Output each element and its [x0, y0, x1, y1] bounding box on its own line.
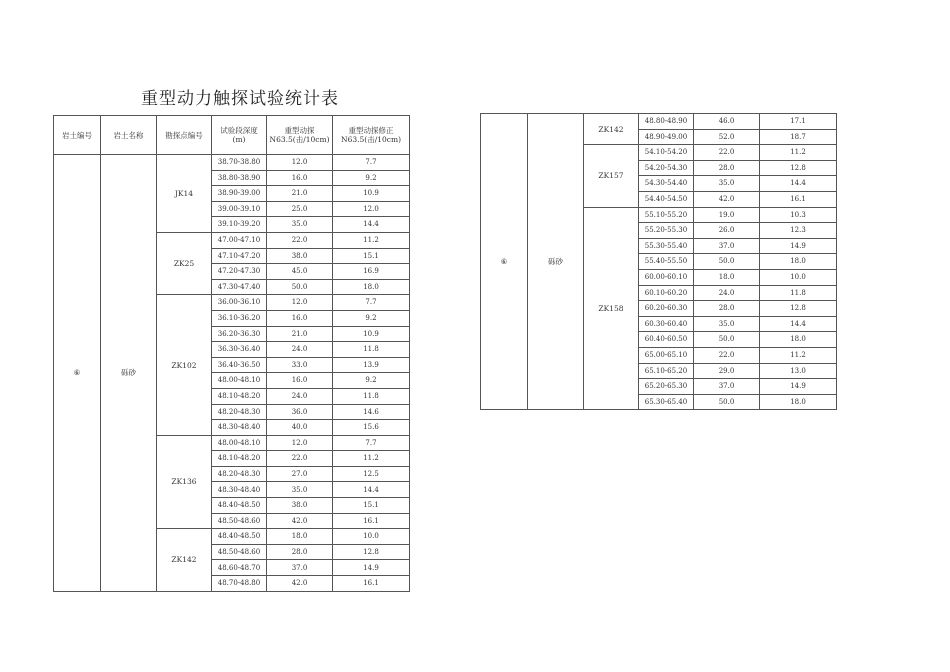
- borehole-id-cell: ZK142: [584, 114, 639, 145]
- depth-cell: 47.00-47.10: [212, 232, 267, 248]
- depth-cell: 36.40-36.50: [212, 357, 267, 373]
- blow-count-cell: 24.0: [267, 342, 333, 358]
- depth-cell: 60.10-60.20: [639, 285, 694, 301]
- corrected-count-cell: 18.0: [333, 279, 410, 295]
- header-depth: [212, 116, 267, 155]
- corrected-count-cell: 9.2: [333, 310, 410, 326]
- depth-cell: 48.00-48.10: [212, 373, 267, 389]
- blow-count-cell: 37.0: [267, 560, 333, 576]
- header-code: 岩土编号: [54, 116, 101, 155]
- borehole-id-cell: ZK25: [157, 232, 212, 294]
- depth-cell: 54.10-54.20: [639, 145, 694, 161]
- depth-cell: 47.20-47.30: [212, 264, 267, 280]
- depth-cell: 65.10-65.20: [639, 363, 694, 379]
- blow-count-cell: 42.0: [267, 576, 333, 592]
- rock-name-cell: 砾砂: [528, 114, 584, 410]
- corrected-count-cell: 14.6: [333, 404, 410, 420]
- blow-count-cell: 36.0: [267, 404, 333, 420]
- corrected-count-cell: 11.8: [760, 285, 837, 301]
- rock-code-cell: ⑥: [481, 114, 528, 410]
- table-row: [481, 114, 837, 130]
- borehole-id-cell: ZK136: [157, 435, 212, 529]
- depth-cell: 48.20-48.30: [212, 404, 267, 420]
- blow-count-cell: 50.0: [694, 394, 760, 410]
- blow-count-cell: 16.0: [267, 373, 333, 389]
- depth-cell: 60.00-60.10: [639, 269, 694, 285]
- corrected-count-cell: 14.4: [333, 217, 410, 233]
- corrected-count-cell: 18.7: [760, 129, 837, 145]
- depth-cell: 38.70-38.80: [212, 155, 267, 171]
- header-depth-line1: 试验段深度: [220, 126, 258, 135]
- blow-count-cell: 21.0: [267, 326, 333, 342]
- blow-count-cell: 38.0: [267, 248, 333, 264]
- blow-count-cell: 35.0: [267, 217, 333, 233]
- blow-count-cell: 19.0: [694, 207, 760, 223]
- depth-cell: 47.10-47.20: [212, 248, 267, 264]
- depth-cell: 48.30-48.40: [212, 482, 267, 498]
- depth-cell: 60.20-60.30: [639, 301, 694, 317]
- corrected-count-cell: 16.1: [760, 191, 837, 207]
- depth-cell: 65.30-65.40: [639, 394, 694, 410]
- corrected-count-cell: 14.4: [760, 316, 837, 332]
- corrected-count-cell: 14.9: [333, 560, 410, 576]
- corrected-count-cell: 14.4: [760, 176, 837, 192]
- corrected-count-cell: 18.0: [760, 332, 837, 348]
- corrected-count-cell: 12.0: [333, 201, 410, 217]
- header-corrected-line1: 重型动探修正: [348, 126, 394, 135]
- corrected-count-cell: 15.1: [333, 498, 410, 514]
- blow-count-cell: 37.0: [694, 238, 760, 254]
- depth-cell: 48.80-48.90: [639, 114, 694, 130]
- depth-cell: 54.40-54.50: [639, 191, 694, 207]
- depth-cell: 54.30-54.40: [639, 176, 694, 192]
- blow-count-cell: 37.0: [694, 379, 760, 395]
- header-n-line1: 重型动探: [284, 126, 315, 135]
- corrected-count-cell: 11.2: [760, 145, 837, 161]
- statistics-table-right: [480, 113, 837, 410]
- header-n-line2: N63.5(击/10cm): [269, 135, 330, 144]
- corrected-count-cell: 16.9: [333, 264, 410, 280]
- blow-count-cell: 27.0: [267, 466, 333, 482]
- corrected-count-cell: 12.5: [333, 466, 410, 482]
- depth-cell: 48.40-48.50: [212, 498, 267, 514]
- depth-cell: 48.90-49.00: [639, 129, 694, 145]
- blow-count-cell: 12.0: [267, 295, 333, 311]
- blow-count-cell: 16.0: [267, 310, 333, 326]
- blow-count-cell: 28.0: [694, 160, 760, 176]
- corrected-count-cell: 12.8: [760, 160, 837, 176]
- blow-count-cell: 50.0: [694, 254, 760, 270]
- depth-cell: 55.20-55.30: [639, 223, 694, 239]
- corrected-count-cell: 10.9: [333, 326, 410, 342]
- blow-count-cell: 18.0: [267, 529, 333, 545]
- corrected-count-cell: 13.9: [333, 357, 410, 373]
- depth-cell: 36.00-36.10: [212, 295, 267, 311]
- header-corrected: [333, 116, 410, 155]
- blow-count-cell: 12.0: [267, 155, 333, 171]
- blow-count-cell: 33.0: [267, 357, 333, 373]
- corrected-count-cell: 9.2: [333, 373, 410, 389]
- corrected-count-cell: 18.0: [760, 254, 837, 270]
- depth-cell: 48.20-48.30: [212, 466, 267, 482]
- corrected-count-cell: 16.1: [333, 576, 410, 592]
- blow-count-cell: 22.0: [267, 451, 333, 467]
- borehole-id-cell: JK14: [157, 155, 212, 233]
- blow-count-cell: 45.0: [267, 264, 333, 280]
- blow-count-cell: 40.0: [267, 420, 333, 436]
- corrected-count-cell: 7.7: [333, 155, 410, 171]
- corrected-count-cell: 11.2: [760, 347, 837, 363]
- table-header-row: [54, 116, 410, 155]
- blow-count-cell: 35.0: [694, 316, 760, 332]
- blow-count-cell: 50.0: [267, 279, 333, 295]
- corrected-count-cell: 14.9: [760, 379, 837, 395]
- blow-count-cell: 26.0: [694, 223, 760, 239]
- corrected-count-cell: 11.2: [333, 232, 410, 248]
- blow-count-cell: 35.0: [267, 482, 333, 498]
- blow-count-cell: 22.0: [694, 145, 760, 161]
- statistics-table-left: [53, 115, 410, 592]
- corrected-count-cell: 15.1: [333, 248, 410, 264]
- corrected-count-cell: 10.3: [760, 207, 837, 223]
- depth-cell: 60.40-60.50: [639, 332, 694, 348]
- depth-cell: 36.10-36.20: [212, 310, 267, 326]
- page-title: 重型动力触探试验统计表: [141, 89, 339, 109]
- blow-count-cell: 46.0: [694, 114, 760, 130]
- depth-cell: 48.50-48.60: [212, 544, 267, 560]
- corrected-count-cell: 7.7: [333, 435, 410, 451]
- corrected-count-cell: 14.9: [760, 238, 837, 254]
- depth-cell: 48.40-48.50: [212, 529, 267, 545]
- depth-cell: 48.30-48.40: [212, 420, 267, 436]
- rock-code-cell: ⑥: [54, 155, 101, 592]
- blow-count-cell: 28.0: [267, 544, 333, 560]
- blow-count-cell: 16.0: [267, 170, 333, 186]
- borehole-id-cell: ZK142: [157, 529, 212, 591]
- header-name: 岩土名称: [101, 116, 157, 155]
- depth-cell: 55.40-55.50: [639, 254, 694, 270]
- corrected-count-cell: 16.1: [333, 513, 410, 529]
- depth-cell: 55.30-55.40: [639, 238, 694, 254]
- blow-count-cell: 21.0: [267, 186, 333, 202]
- blow-count-cell: 42.0: [694, 191, 760, 207]
- header-corrected-line2: N63.5(击/10cm): [341, 135, 401, 144]
- blow-count-cell: 24.0: [267, 388, 333, 404]
- borehole-id-cell: ZK158: [584, 207, 639, 410]
- depth-cell: 60.30-60.40: [639, 316, 694, 332]
- depth-cell: 48.10-48.20: [212, 451, 267, 467]
- depth-cell: 48.10-48.20: [212, 388, 267, 404]
- blow-count-cell: 50.0: [694, 332, 760, 348]
- depth-cell: 54.20-54.30: [639, 160, 694, 176]
- corrected-count-cell: 11.8: [333, 342, 410, 358]
- depth-cell: 39.00-39.10: [212, 201, 267, 217]
- corrected-count-cell: 15.6: [333, 420, 410, 436]
- corrected-count-cell: 14.4: [333, 482, 410, 498]
- corrected-count-cell: 7.7: [333, 295, 410, 311]
- blow-count-cell: 52.0: [694, 129, 760, 145]
- depth-cell: 65.20-65.30: [639, 379, 694, 395]
- borehole-id-cell: ZK157: [584, 145, 639, 207]
- corrected-count-cell: 17.1: [760, 114, 837, 130]
- corrected-count-cell: 12.8: [333, 544, 410, 560]
- blow-count-cell: 18.0: [694, 269, 760, 285]
- blow-count-cell: 24.0: [694, 285, 760, 301]
- depth-cell: 55.10-55.20: [639, 207, 694, 223]
- borehole-id-cell: ZK102: [157, 295, 212, 435]
- depth-cell: 48.00-48.10: [212, 435, 267, 451]
- corrected-count-cell: 10.0: [333, 529, 410, 545]
- blow-count-cell: 28.0: [694, 301, 760, 317]
- header-depth-line2: (m): [232, 135, 246, 144]
- header-n: [267, 116, 333, 155]
- depth-cell: 36.20-36.30: [212, 326, 267, 342]
- blow-count-cell: 12.0: [267, 435, 333, 451]
- corrected-count-cell: 11.8: [333, 388, 410, 404]
- depth-cell: 65.00-65.10: [639, 347, 694, 363]
- header-point: 勘探点编号: [157, 116, 212, 155]
- depth-cell: 48.70-48.80: [212, 576, 267, 592]
- rock-name-cell: 砾砂: [101, 155, 157, 592]
- depth-cell: 38.80-38.90: [212, 170, 267, 186]
- blow-count-cell: 35.0: [694, 176, 760, 192]
- corrected-count-cell: 12.3: [760, 223, 837, 239]
- corrected-count-cell: 11.2: [333, 451, 410, 467]
- blow-count-cell: 38.0: [267, 498, 333, 514]
- corrected-count-cell: 10.0: [760, 269, 837, 285]
- corrected-count-cell: 13.0: [760, 363, 837, 379]
- depth-cell: 48.50-48.60: [212, 513, 267, 529]
- blow-count-cell: 25.0: [267, 201, 333, 217]
- blow-count-cell: 42.0: [267, 513, 333, 529]
- corrected-count-cell: 9.2: [333, 170, 410, 186]
- blow-count-cell: 22.0: [694, 347, 760, 363]
- depth-cell: 47.30-47.40: [212, 279, 267, 295]
- depth-cell: 36.30-36.40: [212, 342, 267, 358]
- blow-count-cell: 29.0: [694, 363, 760, 379]
- table-row: [54, 155, 410, 171]
- corrected-count-cell: 10.9: [333, 186, 410, 202]
- depth-cell: 39.10-39.20: [212, 217, 267, 233]
- blow-count-cell: 22.0: [267, 232, 333, 248]
- corrected-count-cell: 12.8: [760, 301, 837, 317]
- depth-cell: 38.90-39.00: [212, 186, 267, 202]
- depth-cell: 48.60-48.70: [212, 560, 267, 576]
- corrected-count-cell: 18.0: [760, 394, 837, 410]
